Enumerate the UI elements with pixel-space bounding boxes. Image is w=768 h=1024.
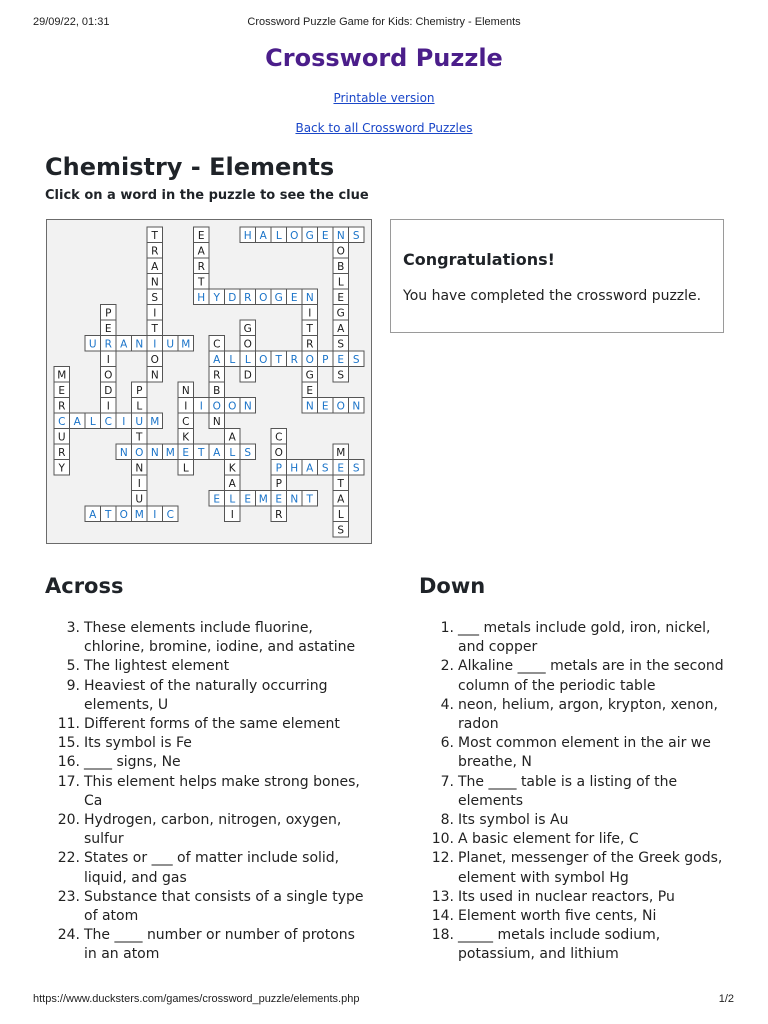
grid-letter: O (274, 446, 283, 459)
printable-version-row (0, 91, 768, 105)
grid-letter: N (119, 446, 128, 459)
grid-letter: N (135, 338, 144, 351)
grid-letter: G (274, 291, 283, 304)
grid-letter: S (352, 462, 360, 475)
clue-text: Most common element in the air we breathe, N (458, 735, 711, 771)
grid-letter: C (104, 415, 112, 428)
clue-text: Heaviest of the naturally occurring elements, U (84, 677, 328, 713)
grid-letter: U (135, 493, 144, 506)
grid-letter: O (228, 400, 237, 413)
grid-letter: E (213, 493, 221, 506)
grid-letter: R (275, 508, 283, 521)
crossword-svg (47, 220, 373, 545)
clue-number: 10. (431, 831, 454, 848)
print-url: https://www.ducksters.com/games/crossword_puzzle/elements.php (33, 993, 360, 1005)
down-clue (431, 849, 738, 887)
grid-letter: R (213, 369, 221, 382)
clue-text: Different forms of the same element (84, 716, 340, 733)
clue-number: 16. (57, 754, 80, 771)
grid-letter: A (120, 338, 128, 351)
clue-number: 24. (57, 927, 80, 944)
grid-letter: I (184, 400, 188, 413)
grid-letter: N (135, 462, 144, 475)
across-clue-list (57, 619, 364, 965)
grid-letter: E (275, 493, 283, 506)
down-clue (440, 619, 738, 657)
grid-letter: O (336, 245, 345, 258)
grid-letter: I (122, 415, 126, 428)
grid-letter: N (336, 229, 345, 242)
site-title: Crossword Puzzle (265, 44, 503, 72)
grid-letter: T (306, 322, 313, 335)
print-date: 29/09/22, 01:31 (33, 16, 110, 28)
grid-letter: L (337, 276, 344, 289)
grid-letter: E (337, 291, 345, 304)
grid-letter: I (230, 508, 234, 521)
grid-letter: N (305, 400, 314, 413)
grid-letter: I (153, 307, 157, 320)
grid-letter: L (275, 229, 282, 242)
grid-letter: B (337, 260, 345, 273)
down-heading: Down (419, 574, 486, 598)
grid-letter: D (104, 384, 113, 397)
grid-letter: I (153, 508, 157, 521)
grid-letter: L (229, 353, 236, 366)
puzzle-instruction: Click on a word in the puzzle to see the clue (45, 188, 369, 203)
grid-letter: U (166, 338, 175, 351)
grid-letter: K (182, 431, 190, 444)
grid-letter: T (151, 229, 158, 242)
grid-letter: N (305, 291, 314, 304)
grid-letter: A (151, 260, 159, 273)
clue-text: ___ metals include gold, iron, nickel, and copper (458, 620, 711, 656)
grid-letter: C (182, 415, 190, 428)
across-clue (66, 677, 364, 715)
down-clue (431, 830, 738, 849)
clue-number: 9. (66, 677, 80, 694)
grid-letter: M (336, 446, 346, 459)
grid-letter: L (244, 353, 251, 366)
crossword-grid[interactable] (46, 219, 372, 544)
grid-letter: E (321, 229, 329, 242)
grid-letter: B (213, 384, 221, 397)
grid-letter: R (58, 446, 66, 459)
puzzle-title: Chemistry - Elements (45, 153, 335, 181)
grid-letter: E (321, 400, 329, 413)
clue-number: 5. (66, 658, 80, 675)
grid-letter: T (151, 322, 158, 335)
clue-text: The ____ number or number of protons in an atom (84, 927, 355, 963)
grid-letter: A (213, 446, 221, 459)
grid-letter: D (243, 369, 252, 382)
grid-letter: A (259, 229, 267, 242)
clue-number: 20. (57, 812, 80, 829)
grid-letter: T (198, 446, 205, 459)
congratulations-panel (390, 219, 724, 333)
grid-letter: A (228, 477, 236, 490)
clue-text: _____ metals include sodium, potassium, and lithium (458, 927, 661, 963)
grid-letter: O (104, 369, 113, 382)
grid-letter: R (197, 260, 205, 273)
down-clue-list (431, 619, 738, 965)
grid-letter: E (290, 291, 298, 304)
grid-letter: N (212, 415, 221, 428)
grid-letter: O (119, 508, 128, 521)
clue-text: The lightest element (84, 658, 230, 675)
grid-letter: Y (58, 462, 65, 475)
back-to-puzzles-link[interactable]: Back to all Crossword Puzzles (295, 121, 473, 135)
down-clue (440, 773, 738, 811)
grid-letter: L (136, 400, 143, 413)
clue-text: States or ___ of matter include solid, liquid, and gas (84, 850, 340, 886)
down-clue (431, 907, 738, 926)
grid-letter: H (290, 462, 299, 475)
grid-letter: N (150, 276, 159, 289)
across-clue (66, 619, 364, 657)
clue-number: 13. (431, 888, 454, 905)
clue-text: Alkaline ____ metals are in the second column of the periodic table (458, 658, 724, 694)
grid-letter: A (213, 353, 221, 366)
across-clue (57, 849, 364, 887)
clue-text: ____ signs, Ne (84, 754, 181, 771)
clue-number: 14. (431, 908, 454, 925)
down-clue (431, 926, 738, 964)
clue-text: neon, helium, argon, krypton, xenon, radon (458, 696, 718, 733)
grid-letter: N (181, 384, 190, 397)
grid-letter: G (336, 307, 345, 320)
grid-letter: N (352, 400, 361, 413)
grid-letter: O (243, 338, 252, 351)
down-clue (440, 696, 738, 734)
congratulations-title: Congratulations! (403, 250, 555, 269)
grid-letter: E (244, 493, 252, 506)
print-page-title: Crossword Puzzle Game for Kids: Chemistry - Elements (247, 16, 521, 28)
grid-letter: H (197, 291, 206, 304)
grid-letter: L (182, 462, 189, 475)
grid-letter: R (151, 245, 159, 258)
clue-number: 12. (431, 850, 454, 867)
grid-letter: T (198, 276, 205, 289)
grid-letter: P (136, 384, 143, 397)
printable-version-link[interactable]: Printable version (333, 91, 435, 105)
across-clue (57, 715, 364, 734)
grid-letter: R (58, 400, 66, 413)
grid-letter: I (106, 400, 110, 413)
clue-number: 17. (57, 773, 80, 790)
down-clue (440, 811, 738, 830)
grid-letter: R (306, 338, 314, 351)
grid-letter: O (336, 400, 345, 413)
grid-letter: E (337, 353, 345, 366)
grid-letter: S (352, 229, 360, 242)
grid-letter: S (337, 338, 345, 351)
grid-letter: R (104, 338, 112, 351)
grid-letter: O (259, 291, 268, 304)
grid-letter: L (229, 446, 236, 459)
grid-letter: T (337, 477, 344, 490)
grid-letter: T (105, 508, 112, 521)
grid-letter: U (88, 338, 97, 351)
across-clue (57, 773, 364, 811)
grid-letter: E (58, 384, 66, 397)
clue-text: Its used in nuclear reactors, Pu (458, 888, 675, 905)
grid-letter: N (150, 446, 159, 459)
grid-letter: A (89, 508, 97, 521)
grid-letter: E (197, 229, 205, 242)
grid-letter: A (228, 431, 236, 444)
clue-number: 1. (440, 620, 454, 636)
clue-number: 7. (440, 773, 454, 790)
grid-letter: G (305, 229, 314, 242)
grid-letter: C (213, 338, 221, 351)
clue-number: 23. (57, 888, 80, 905)
grid-letter: M (165, 446, 175, 459)
grid-letter: R (290, 353, 298, 366)
grid-letter: O (305, 353, 314, 366)
grid-letter: E (306, 384, 314, 397)
grid-letter: A (197, 245, 205, 258)
grid-letter: I (308, 307, 312, 320)
clue-text: Element worth five cents, Ni (458, 908, 657, 925)
across-heading: Across (45, 574, 124, 598)
clue-text: The ____ table is a listing of the elements (458, 773, 678, 809)
clue-text: This element helps make strong bones, Ca (84, 773, 360, 809)
grid-letter: T (275, 353, 282, 366)
grid-letter: T (306, 493, 313, 506)
back-link-row (0, 121, 768, 135)
grid-letter: I (137, 477, 141, 490)
grid-letter: M (57, 369, 67, 382)
grid-letter: O (212, 400, 221, 413)
across-clue (57, 811, 364, 849)
grid-letter: P (275, 462, 282, 475)
grid-letter: D (228, 291, 237, 304)
grid-letter: A (337, 493, 345, 506)
grid-letter: S (337, 524, 345, 537)
across-clue (66, 657, 364, 676)
grid-letter: P (275, 477, 282, 490)
down-clue (431, 888, 738, 907)
grid-letter: S (151, 291, 159, 304)
across-clue (57, 926, 364, 964)
grid-letter: Y (213, 291, 220, 304)
grid-letter: S (352, 353, 360, 366)
clue-number: 11. (57, 716, 80, 733)
grid-letter: M (258, 493, 268, 506)
grid-letter: I (199, 400, 203, 413)
clue-number: 8. (440, 812, 454, 829)
across-clue (57, 888, 364, 926)
grid-letter: I (106, 353, 110, 366)
grid-letter: K (228, 462, 236, 475)
grid-letter: R (244, 291, 252, 304)
grid-letter: O (135, 446, 144, 459)
grid-letter: N (150, 369, 159, 382)
clue-text: A basic element for life, C (458, 831, 639, 848)
grid-letter: N (290, 493, 299, 506)
grid-letter: T (136, 431, 143, 444)
grid-letter: G (243, 322, 252, 335)
clue-text: Planet, messenger of the Greek gods, element with symbol Hg (458, 850, 723, 886)
grid-letter: C (275, 431, 283, 444)
grid-letter: L (337, 508, 344, 521)
print-page-number: 1/2 (718, 993, 734, 1005)
grid-letter: M (150, 415, 160, 428)
grid-letter: S (321, 462, 329, 475)
grid-letter: O (150, 353, 159, 366)
clue-number: 2. (440, 658, 454, 675)
grid-letter: L (229, 493, 236, 506)
grid-letter: H (243, 229, 252, 242)
grid-letter: U (57, 431, 66, 444)
clue-text: These elements include fluorine, chlorine, bromine, iodine, and astatine (84, 620, 356, 656)
clue-number: 4. (440, 696, 454, 713)
clue-number: 15. (57, 735, 80, 752)
congratulations-message: You have completed the crossword puzzle. (403, 288, 702, 304)
grid-letter: M (134, 508, 144, 521)
grid-letter: I (153, 338, 157, 351)
down-clue (440, 734, 738, 772)
grid-letter: P (322, 353, 329, 366)
grid-letter: N (243, 400, 252, 413)
clue-number: 3. (66, 620, 80, 636)
grid-letter: P (105, 307, 112, 320)
down-clue (440, 657, 738, 695)
grid-letter: A (306, 462, 314, 475)
grid-letter: S (337, 369, 345, 382)
grid-letter: O (259, 353, 268, 366)
grid-letter: M (181, 338, 191, 351)
grid-letter: A (73, 415, 81, 428)
clue-text: Substance that consists of a single type of atom (84, 888, 364, 925)
grid-letter: E (182, 446, 190, 459)
clue-text: Hydrogen, carbon, nitrogen, oxygen, sulfur (84, 812, 342, 848)
grid-letter: E (337, 462, 345, 475)
grid-letter: A (337, 322, 345, 335)
grid-letter: E (104, 322, 112, 335)
clue-number: 18. (431, 927, 454, 944)
grid-letter: C (58, 415, 66, 428)
grid-letter: U (135, 415, 144, 428)
clue-text: Its symbol is Au (458, 812, 569, 829)
across-clue (57, 753, 364, 772)
clue-number: 22. (57, 850, 80, 867)
grid-letter: G (305, 369, 314, 382)
across-clue (57, 734, 364, 753)
grid-letter: C (166, 508, 174, 521)
grid-letter: S (244, 446, 252, 459)
clue-text: Its symbol is Fe (84, 735, 192, 752)
grid-letter: O (290, 229, 299, 242)
clue-number: 6. (440, 735, 454, 752)
grid-letter: L (89, 415, 96, 428)
